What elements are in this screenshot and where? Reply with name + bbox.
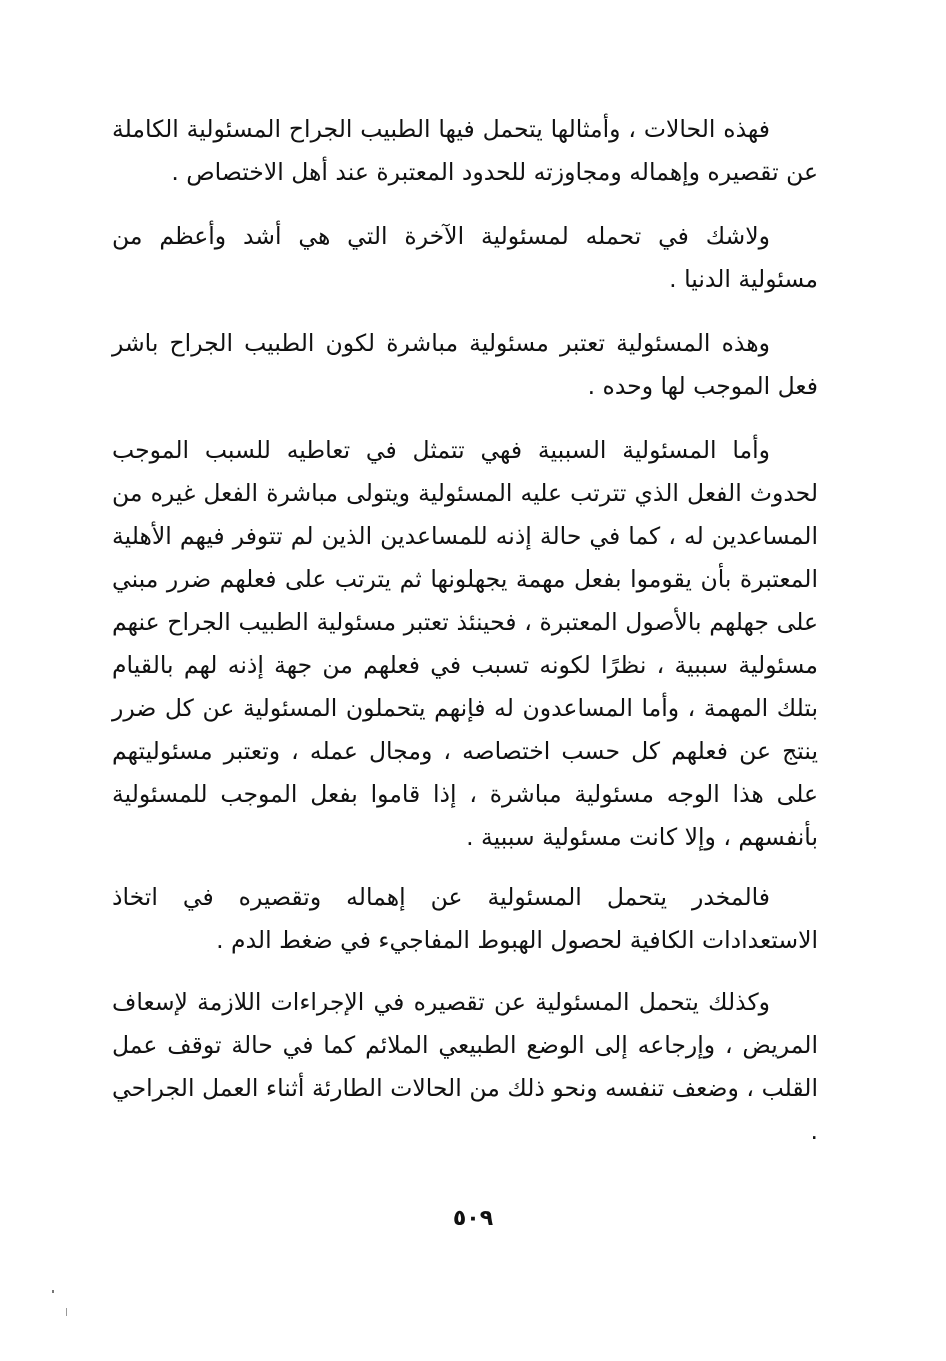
paragraph-4: وأما المسئولية السببية فهي تتمثل في تعاطيه للسبب الموجب لحدوث الفعل الذي تترتب عليه المسئولية ويتولى مباشرة الفعل غيره من المساعدين له ، كما في حالة إذنه للمساعدين الذين لم تتوفر فيهم الأهلية المعتبرة بأن يقوموا بفعل مهمة يجهلونها ثم يترتب على فعلهم ضرر مبني على جهلهم بالأصول المعتبرة ، فحينئذ تعتبر مسئولية الطبيب الجراح عنهم مسئولية سببية ، نظرًا لكونه تسبب في فعلهم من جهة إذنه لهم بالقيام بتلك المهمة ، وأما المساعدون له فإنهم يتحملون المسئولية عن كل ضرر ينتج عن فعلهم كل حسب اختصاصه ، ومجال عمله ، وتعتبر مسئوليتهم على هذا الوجه مسئولية مباشرة ، إذا قاموا بفعل الموجب للمسئولية بأنفسهم ، وإلا كانت مسئولية سببية . (112, 436, 818, 851)
page-number: ٥٠٩ (452, 1206, 494, 1231)
page-body (112, 108, 818, 1153)
paragraph-1: فهذه الحالات ، وأمثالها يتحمل فيها الطبيب الجراح المسئولية الكاملة عن تقصيره وإهماله ومجاوزته للحدود المعتبرة عند أهل الاختصاص . (112, 115, 818, 186)
scan-speck (66, 1308, 67, 1316)
paragraph-5: فالمخدر يتحمل المسئولية عن إهماله وتقصيره في اتخاذ الاستعدادات الكافية لحصول الهبوط المفاجيء في ضغط الدم . (112, 883, 818, 954)
paragraph-2: ولاشك في تحمله لمسئولية الآخرة التي هي أشد وأعظم من مسئولية الدنيا . (112, 222, 818, 293)
scan-speck (52, 1290, 54, 1293)
paragraph-6: وكذلك يتحمل المسئولية عن تقصيره في الإجراءات اللازمة لإسعاف المريض ، وإرجاعه إلى الوضع الطبيعي الملائم كما في حالة توقف عمل القلب ، وضعف تنفسه ونحو ذلك من الحالات الطارئة أثناء العمل الجراحي . (112, 988, 818, 1145)
scan-specks (46, 1290, 74, 1330)
paragraph-3: وهذه المسئولية تعتبر مسئولية مباشرة لكون الطبيب الجراح باشر فعل الموجب لها وحده . (112, 329, 818, 400)
